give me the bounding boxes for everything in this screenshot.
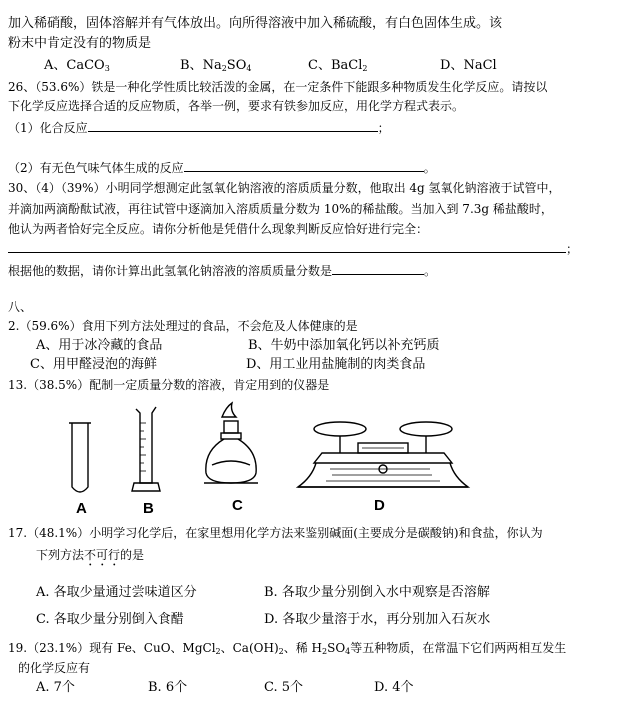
q19-option-b: B. 6个: [148, 680, 188, 695]
q17-option-a: A. 各取少量通过尝味道区分: [36, 585, 197, 600]
q-prev-line2: 粉末中肯定没有的物质是: [8, 36, 152, 51]
q13-stem: 13.（38.5%）配制一定质量分数的溶液，肯定用到的仪器是: [8, 378, 330, 392]
q26-blank1[interactable]: [88, 119, 378, 132]
q30-blank2[interactable]: [332, 262, 424, 275]
q-prev-option-a: A、CaCO$_3$: [44, 58, 110, 73]
section-heading: 八、: [8, 300, 33, 314]
q-prev-option-c: C、BaCl$_2$: [308, 58, 368, 73]
q-prev-option-d: D、NaCl: [440, 58, 497, 73]
q17-option-b: B. 各取少量分别倒入水中观察是否溶解: [264, 585, 490, 600]
test-tube-icon: [69, 423, 91, 492]
q26-item2: （2）有无色气味气体生成的反应 。: [8, 161, 436, 175]
q26-line2: 下化学反应选择合适的反应物质，各举一例，要求有铁参加反应，用化学方程式表示。: [8, 99, 465, 113]
q-prev-line1: 加入稀硝酸，固体溶解并有气体放出。向所得溶液中加入稀硫酸，有白色固体生成。该: [8, 16, 503, 31]
q30-answer-line: ；: [8, 240, 578, 257]
q30-line3: 他认为两者恰好完全反应。请你分析他是凭借什么现象判断反应恰好进行完全：: [8, 222, 429, 236]
q2-option-b: B、牛奶中添加氧化钙以补充钙质: [248, 338, 440, 353]
q17-emphasis: 不可行: [84, 548, 121, 562]
q2-option-d: D、用工业用盐腌制的肉类食品: [246, 357, 426, 372]
q13-label-d: D: [374, 497, 385, 514]
q13-label-a: A: [76, 500, 87, 517]
graduated-cylinder-icon: [132, 407, 160, 491]
q13-label-b: B: [143, 500, 154, 517]
alcohol-lamp-icon: [204, 403, 258, 483]
q26-blank2[interactable]: [184, 159, 424, 172]
q2-option-a: A、用于冰冷藏的食品: [36, 338, 163, 353]
q17-line1: 17.（48.1%）小明学习化学后，在家里想用化学方法来鉴别碱面(主要成分是碳酸钠)和食盐，你认为: [8, 526, 543, 540]
balance-scale-icon: [298, 422, 468, 487]
q19-line1: 19.（23.1%）现有 Fe、CuO、MgCl$_2$、$Ca(OH)_2$、稀 $H_2SO_4$等五种物质，在常温下它们两两相互发生: [8, 641, 567, 656]
q17-option-d: D. 各取少量溶于水，再分别加入石灰水: [264, 612, 491, 627]
q13-label-c: C: [232, 497, 243, 514]
q26-item1: （1）化合反应 ；: [8, 121, 390, 135]
q26-line1: 26、（53.6%）铁是一种化学性质比较活泼的金属，在一定条件下能跟多种物质发生化学反应。请按以: [8, 80, 548, 94]
q13-apparatus-figure: [0, 395, 639, 500]
q2-stem: 2.（59.6%）食用下列方法处理过的食品，不会危及人体健康的是: [8, 319, 358, 333]
q30-blank1[interactable]: [8, 240, 566, 253]
q17-line2: 下列方法不可行的是: [36, 548, 145, 562]
q19-option-c: C. 5个: [264, 680, 304, 695]
q19-line2: 的化学反应有: [18, 661, 91, 675]
q30-line4: 根据他的数据，请你计算出此氢氧化钠溶液的溶质质量分数是 。: [8, 264, 437, 278]
q30-line2: 并滴加两滴酚酞试液，再往试管中逐滴加入溶质质量分数为 10%的稀盐酸。当加入到 7.3g 稀盐酸时，: [8, 202, 553, 216]
q-prev-option-b: B、$Na_2SO_4$: [180, 58, 252, 73]
q2-option-c: C、用甲醛浸泡的海鲜: [30, 357, 157, 372]
q19-option-d: D. 4个: [374, 680, 414, 695]
q30-line1: 30、（4）（39%）小明同学想测定此氢氧化钠溶液的溶质质量分数，他取出 4g 氢氧化钠溶液于试管中，: [8, 181, 561, 195]
q17-option-c: C. 各取少量分别倒入食醋: [36, 612, 184, 627]
q19-option-a: A. 7个: [36, 680, 75, 695]
